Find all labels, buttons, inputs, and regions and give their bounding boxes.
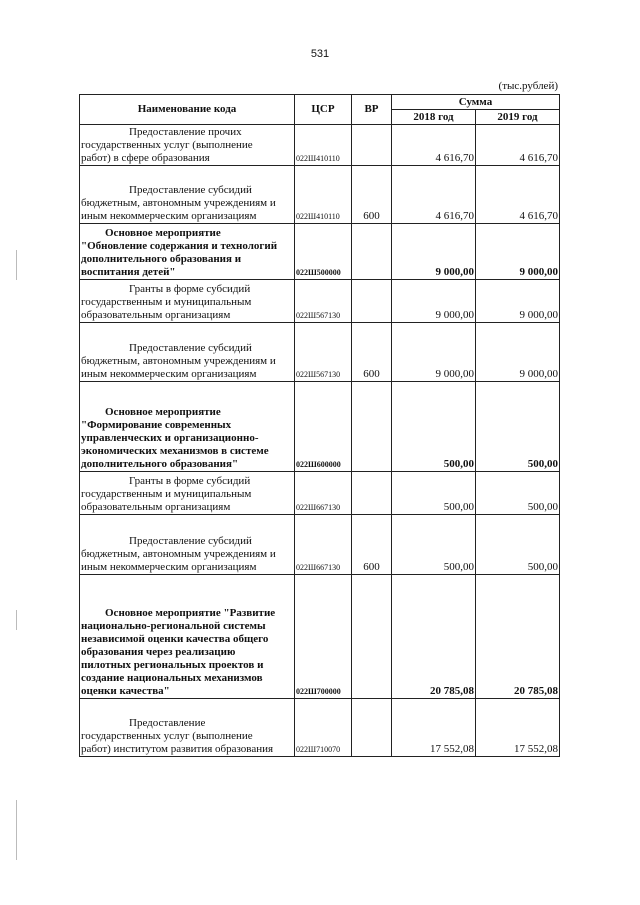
budget-table	[79, 94, 560, 757]
row-vr	[352, 575, 392, 699]
row-2018: 4 616,70	[392, 125, 476, 166]
row-name: Основное мероприятие "Развитие национально-региональной системы независимой оценки качества общего образования через реализацию пилотных региональных проектов и создание национальных механизмов оценки качества"	[80, 575, 295, 699]
row-2019: 9 000,00	[476, 323, 560, 382]
row-2019: 500,00	[476, 515, 560, 575]
row-vr: 600	[352, 323, 392, 382]
row-name: Предоставление субсидий бюджетным, автономным учреждениям и иным некоммерческим организациям	[80, 323, 295, 382]
row-2018: 9 000,00	[392, 323, 476, 382]
table-row	[80, 323, 560, 382]
header-2019: 2019 год	[476, 110, 560, 125]
row-csr-code: 022Ш410110	[295, 166, 352, 224]
row-2018: 20 785,08	[392, 575, 476, 699]
row-2019: 17 552,08	[476, 699, 560, 757]
scan-margin-mark	[16, 800, 17, 860]
page-number: 531	[310, 48, 330, 60]
row-vr: 600	[352, 166, 392, 224]
row-2018: 500,00	[392, 382, 476, 472]
row-csr-code: 022Ш667130	[295, 515, 352, 575]
row-vr: 600	[352, 515, 392, 575]
scan-margin-mark	[16, 250, 17, 280]
row-name: Предоставление субсидий бюджетным, автономным учреждениям и иным некоммерческим организациям	[80, 515, 295, 575]
header-2018: 2018 год	[392, 110, 476, 125]
row-csr-code: 022Ш667130	[295, 472, 352, 515]
table-row	[80, 575, 560, 699]
row-name: Основное мероприятие "Обновление содержания и технологий дополнительного образования и воспитания детей"	[80, 224, 295, 280]
table-row	[80, 382, 560, 472]
row-name: Предоставление прочих государственных услуг (выполнение работ) в сфере образования	[80, 125, 295, 166]
header-vr: ВР	[352, 95, 392, 125]
row-name: Гранты в форме субсидий государственным и муниципальным образовательным организациям	[80, 472, 295, 515]
table-row	[80, 166, 560, 224]
row-name: Предоставление государственных услуг (выполнение работ) институтом развития образования	[80, 699, 295, 757]
row-2019: 4 616,70	[476, 125, 560, 166]
table-row	[80, 515, 560, 575]
row-2019: 20 785,08	[476, 575, 560, 699]
header-sum: Сумма	[392, 95, 560, 110]
row-csr-code: 022Ш700000	[295, 575, 352, 699]
scan-margin-mark	[16, 610, 17, 630]
row-vr	[352, 382, 392, 472]
units-label: (тыс.рублей)	[498, 80, 558, 92]
row-2018: 500,00	[392, 472, 476, 515]
row-2019: 500,00	[476, 382, 560, 472]
table-row	[80, 224, 560, 280]
row-2019: 9 000,00	[476, 224, 560, 280]
row-2018: 4 616,70	[392, 166, 476, 224]
row-csr-code: 022Ш410110	[295, 125, 352, 166]
row-2018: 9 000,00	[392, 224, 476, 280]
row-csr-code: 022Ш567130	[295, 280, 352, 323]
row-name: Основное мероприятие "Формирование современных управленческих и организационно- экономических механизмов в системе дополнительного образования"	[80, 382, 295, 472]
row-csr-code: 022Ш567130	[295, 323, 352, 382]
row-vr	[352, 472, 392, 515]
row-vr	[352, 224, 392, 280]
row-csr-code: 022Ш500000	[295, 224, 352, 280]
row-csr-code: 022Ш600000	[295, 382, 352, 472]
row-name: Предоставление субсидий бюджетным, автономным учреждениям и иным некоммерческим организациям	[80, 166, 295, 224]
table-row	[80, 280, 560, 323]
row-2019: 500,00	[476, 472, 560, 515]
row-vr	[352, 280, 392, 323]
row-vr	[352, 699, 392, 757]
row-name: Гранты в форме субсидий государственным и муниципальным образовательным организациям	[80, 280, 295, 323]
table-row	[80, 472, 560, 515]
row-2018: 500,00	[392, 515, 476, 575]
table-row	[80, 699, 560, 757]
header-name: Наименование кода	[80, 95, 295, 125]
row-2018: 17 552,08	[392, 699, 476, 757]
row-vr	[352, 125, 392, 166]
table-row	[80, 125, 560, 166]
row-2019: 4 616,70	[476, 166, 560, 224]
row-csr-code: 022Ш710070	[295, 699, 352, 757]
row-2018: 9 000,00	[392, 280, 476, 323]
row-2019: 9 000,00	[476, 280, 560, 323]
header-csr: ЦСР	[295, 95, 352, 125]
